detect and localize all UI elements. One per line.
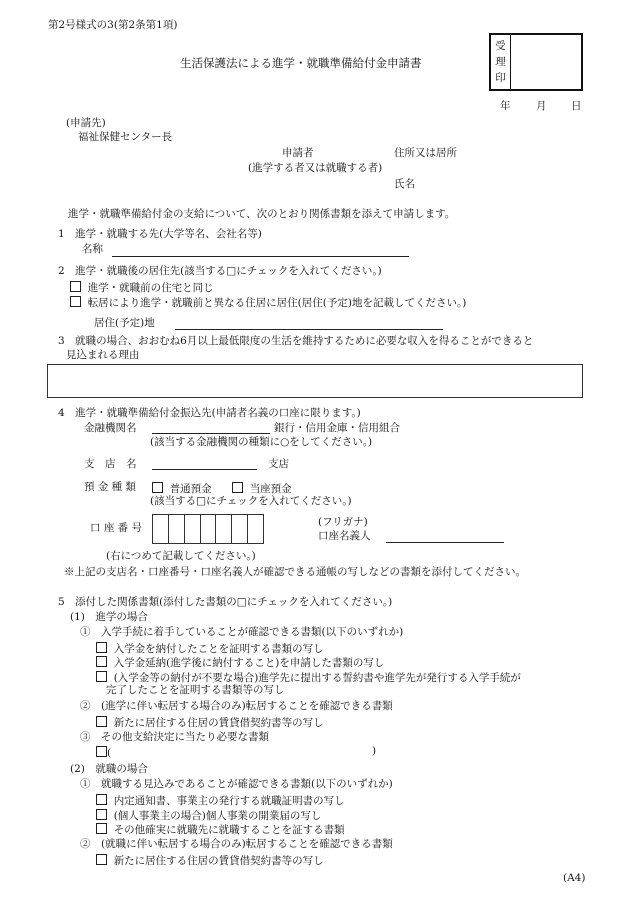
s4-savings-checkbox[interactable] bbox=[152, 482, 163, 493]
s5-a-item2a-label: 新たに居住する住居の賃貸借契約書等の写し bbox=[113, 717, 324, 729]
s5-b-item1b-label: (個人事業主の場合)個人事業の開業届の写し bbox=[113, 810, 322, 822]
s5-a-item1b-checkbox[interactable] bbox=[96, 656, 107, 667]
s4-bank-types[interactable]: 銀行・信用金庫・信用組合 bbox=[274, 422, 400, 434]
stamp-char-1: 受 bbox=[495, 39, 506, 52]
applicant-name-label: 氏名 bbox=[394, 178, 415, 190]
s5-a-item1a-checkbox[interactable] bbox=[96, 642, 107, 653]
s2-heading: 2 進学・就職後の居住先(該当する□にチェックを入れてください。) bbox=[58, 265, 382, 277]
s5-b-heading: (2) 就職の場合 bbox=[70, 763, 148, 775]
s5-a-item3a-open-paren: ( bbox=[107, 747, 112, 759]
account-digit-box[interactable] bbox=[248, 515, 263, 543]
s2-opt2-label: 転居により進学・就職前と異なる住居に居住(居住(予定)地を記載してください。) bbox=[87, 297, 467, 309]
s4-furigana-label: (フリガナ) bbox=[318, 516, 368, 528]
s5-a-item1c bbox=[96, 671, 521, 684]
s1-name-label: 名称 bbox=[82, 243, 103, 255]
s5-b-item2a-label: 新たに居住する住居の賃貸借契約書等の写し bbox=[113, 855, 324, 867]
s4-holder-input-line[interactable] bbox=[386, 542, 504, 543]
receipt-stamp-box bbox=[489, 33, 583, 91]
s3-line2: 見込まれる理由 bbox=[66, 349, 140, 361]
account-digit-box[interactable] bbox=[201, 515, 217, 543]
s3-reason-box[interactable] bbox=[47, 364, 583, 398]
s4-deposit-label: 預 金 種 類 bbox=[84, 481, 137, 493]
s4-bank-note: (該当する金融機関の種類に○をしてください。) bbox=[150, 436, 373, 448]
s5-b-item2a bbox=[96, 854, 324, 867]
s5-a-item1b-label: 入学金延納(進学後に納付すること)を申請した書類の写し bbox=[113, 657, 385, 669]
s2-location-label: 居住(予定)地 bbox=[94, 317, 155, 329]
form-number: 第2号様式の3(第2条第1項) bbox=[48, 19, 178, 31]
s5-a-heading: (1) 進学の場合 bbox=[70, 611, 148, 623]
s4-account-note: (右につめて記載してください。) bbox=[106, 550, 256, 562]
s5-a-item2a-checkbox[interactable] bbox=[96, 716, 107, 727]
s5-heading: 5 添付した関係書類(添付した書類の□にチェックを入れてください。) bbox=[58, 596, 393, 608]
s2-location-input-line[interactable] bbox=[175, 329, 443, 330]
date-year-label: 年 bbox=[500, 100, 511, 112]
applicant-label: 申請者 bbox=[282, 147, 314, 159]
s4-bank-input-line[interactable] bbox=[152, 433, 270, 434]
date-day-label: 日 bbox=[571, 100, 582, 112]
s4-holder-label: 口座名義人 bbox=[318, 530, 371, 542]
s2-opt2-checkbox[interactable] bbox=[70, 296, 81, 307]
s5-a-item1b bbox=[96, 656, 384, 669]
s5-b-item1b bbox=[96, 809, 321, 822]
recipient-name: 福祉保健センター長 bbox=[78, 131, 173, 143]
account-digit-box[interactable] bbox=[153, 515, 169, 543]
s3-line1: 3 就職の場合、おおむね6月以上最低限度の生活を維持するために必要な収入を得ることができると bbox=[58, 335, 534, 347]
s5-b-item1a-label: 内定通知書、事業主の発行する就職証明書の写し bbox=[113, 795, 345, 807]
s5-a-item1c-checkbox[interactable] bbox=[96, 671, 107, 682]
s5-a-item1a bbox=[96, 642, 324, 655]
s5-a-item1: ① 入学手続に着手していることが確認できる書類(以下のいずれか) bbox=[80, 626, 404, 638]
s4-savings-label: 普通預金 bbox=[169, 483, 212, 495]
s4-current-checkbox[interactable] bbox=[232, 482, 243, 493]
s5-a-item1c-label-1: (入学金等の納付が不要な場合)進学先に提出する誓約書や進学先が発行する入学手続が bbox=[113, 672, 521, 684]
s5-a-item2: ② (進学に伴い転居する場合のみ)転居することを確認できる書類 bbox=[80, 700, 393, 712]
s2-opt1-label: 進学・就職前の住宅と同じ bbox=[87, 282, 214, 294]
s4-opt-current bbox=[232, 482, 292, 495]
s5-b-item1b-checkbox[interactable] bbox=[96, 809, 107, 820]
s2-opt2 bbox=[70, 296, 466, 309]
stamp-char-3: 印 bbox=[495, 71, 506, 84]
s5-b-item1a-checkbox[interactable] bbox=[96, 794, 107, 805]
s5-a-item1a-label: 入学金を納付したことを証明する書類の写し bbox=[113, 643, 324, 655]
s5-a-item2a bbox=[96, 716, 324, 729]
account-digit-box[interactable] bbox=[185, 515, 201, 543]
date-month-label: 月 bbox=[536, 100, 547, 112]
applicant-address-label: 住所又は居所 bbox=[394, 147, 457, 159]
paper-size: (A4) bbox=[563, 872, 586, 884]
s4-branch-label: 支 店 名 bbox=[84, 458, 137, 470]
s5-b-item1c-label: その他確実に就職先に就職することを証する書類 bbox=[113, 824, 345, 836]
s5-a-item3a bbox=[96, 746, 111, 759]
s4-bank-label: 金融機関名 bbox=[84, 422, 137, 434]
s5-a-item3a-checkbox[interactable] bbox=[96, 746, 107, 757]
s5-b-item1c-checkbox[interactable] bbox=[96, 823, 107, 834]
account-digit-box[interactable] bbox=[169, 515, 185, 543]
s4-heading: 4 進学・就職準備給付金振込先(申請者名義の口座に限ります。) bbox=[58, 407, 361, 419]
s4-current-label: 当座預金 bbox=[249, 483, 292, 495]
s5-a-item1c-line2: 完了したことを証明する書類等の写し bbox=[106, 684, 285, 696]
applicant-sub-label: (進学する者又は就職する者) bbox=[248, 162, 383, 174]
s2-opt1-checkbox[interactable] bbox=[70, 281, 81, 292]
s4-attach-note: ※上記の支店名・口座番号・口座名義人が確認できる通帳の写しなどの書類を添付してください。 bbox=[64, 566, 526, 578]
s4-opt-savings bbox=[152, 482, 212, 495]
s2-opt1 bbox=[70, 281, 214, 294]
s5-b-item1a bbox=[96, 794, 345, 807]
s5-b-item1: ① 就職する見込みであることが確認できる書類(以下のいずれか) bbox=[80, 778, 393, 790]
s5-b-item1c bbox=[96, 823, 345, 836]
s5-b-item2: ② (就職に伴い転居する場合のみ)転居することを確認できる書類 bbox=[80, 838, 393, 850]
s5-b-item2a-checkbox[interactable] bbox=[96, 854, 107, 865]
stamp-char-2: 理 bbox=[495, 55, 506, 68]
account-digit-box[interactable] bbox=[232, 515, 248, 543]
s4-deposit-note: (該当する□にチェックを入れてください。) bbox=[150, 495, 352, 507]
s5-a-item3a-close-paren: ) bbox=[372, 745, 377, 757]
s1-name-input-line[interactable] bbox=[112, 256, 409, 257]
s4-account-label: 口 座 番 号 bbox=[90, 522, 143, 534]
intro-text: 進学・就職準備給付金の支給について、次のとおり関係書類を添えて申請します。 bbox=[68, 208, 456, 220]
account-digit-box[interactable] bbox=[216, 515, 232, 543]
form-title: 生活保護法による進学・就職準備給付金申請書 bbox=[180, 56, 422, 70]
s4-branch-suffix: 支店 bbox=[268, 458, 289, 470]
s4-branch-input-line[interactable] bbox=[152, 469, 257, 470]
s1-heading: 1 進学・就職する先(大学等名、会社名等) bbox=[58, 228, 262, 240]
receipt-stamp-label bbox=[491, 35, 511, 89]
s4-account-number-boxes[interactable] bbox=[152, 514, 264, 544]
recipient-label: (申請先) bbox=[66, 117, 106, 129]
s5-a-item3: ③ その他支給決定に当たり必要な書類 bbox=[80, 731, 269, 743]
